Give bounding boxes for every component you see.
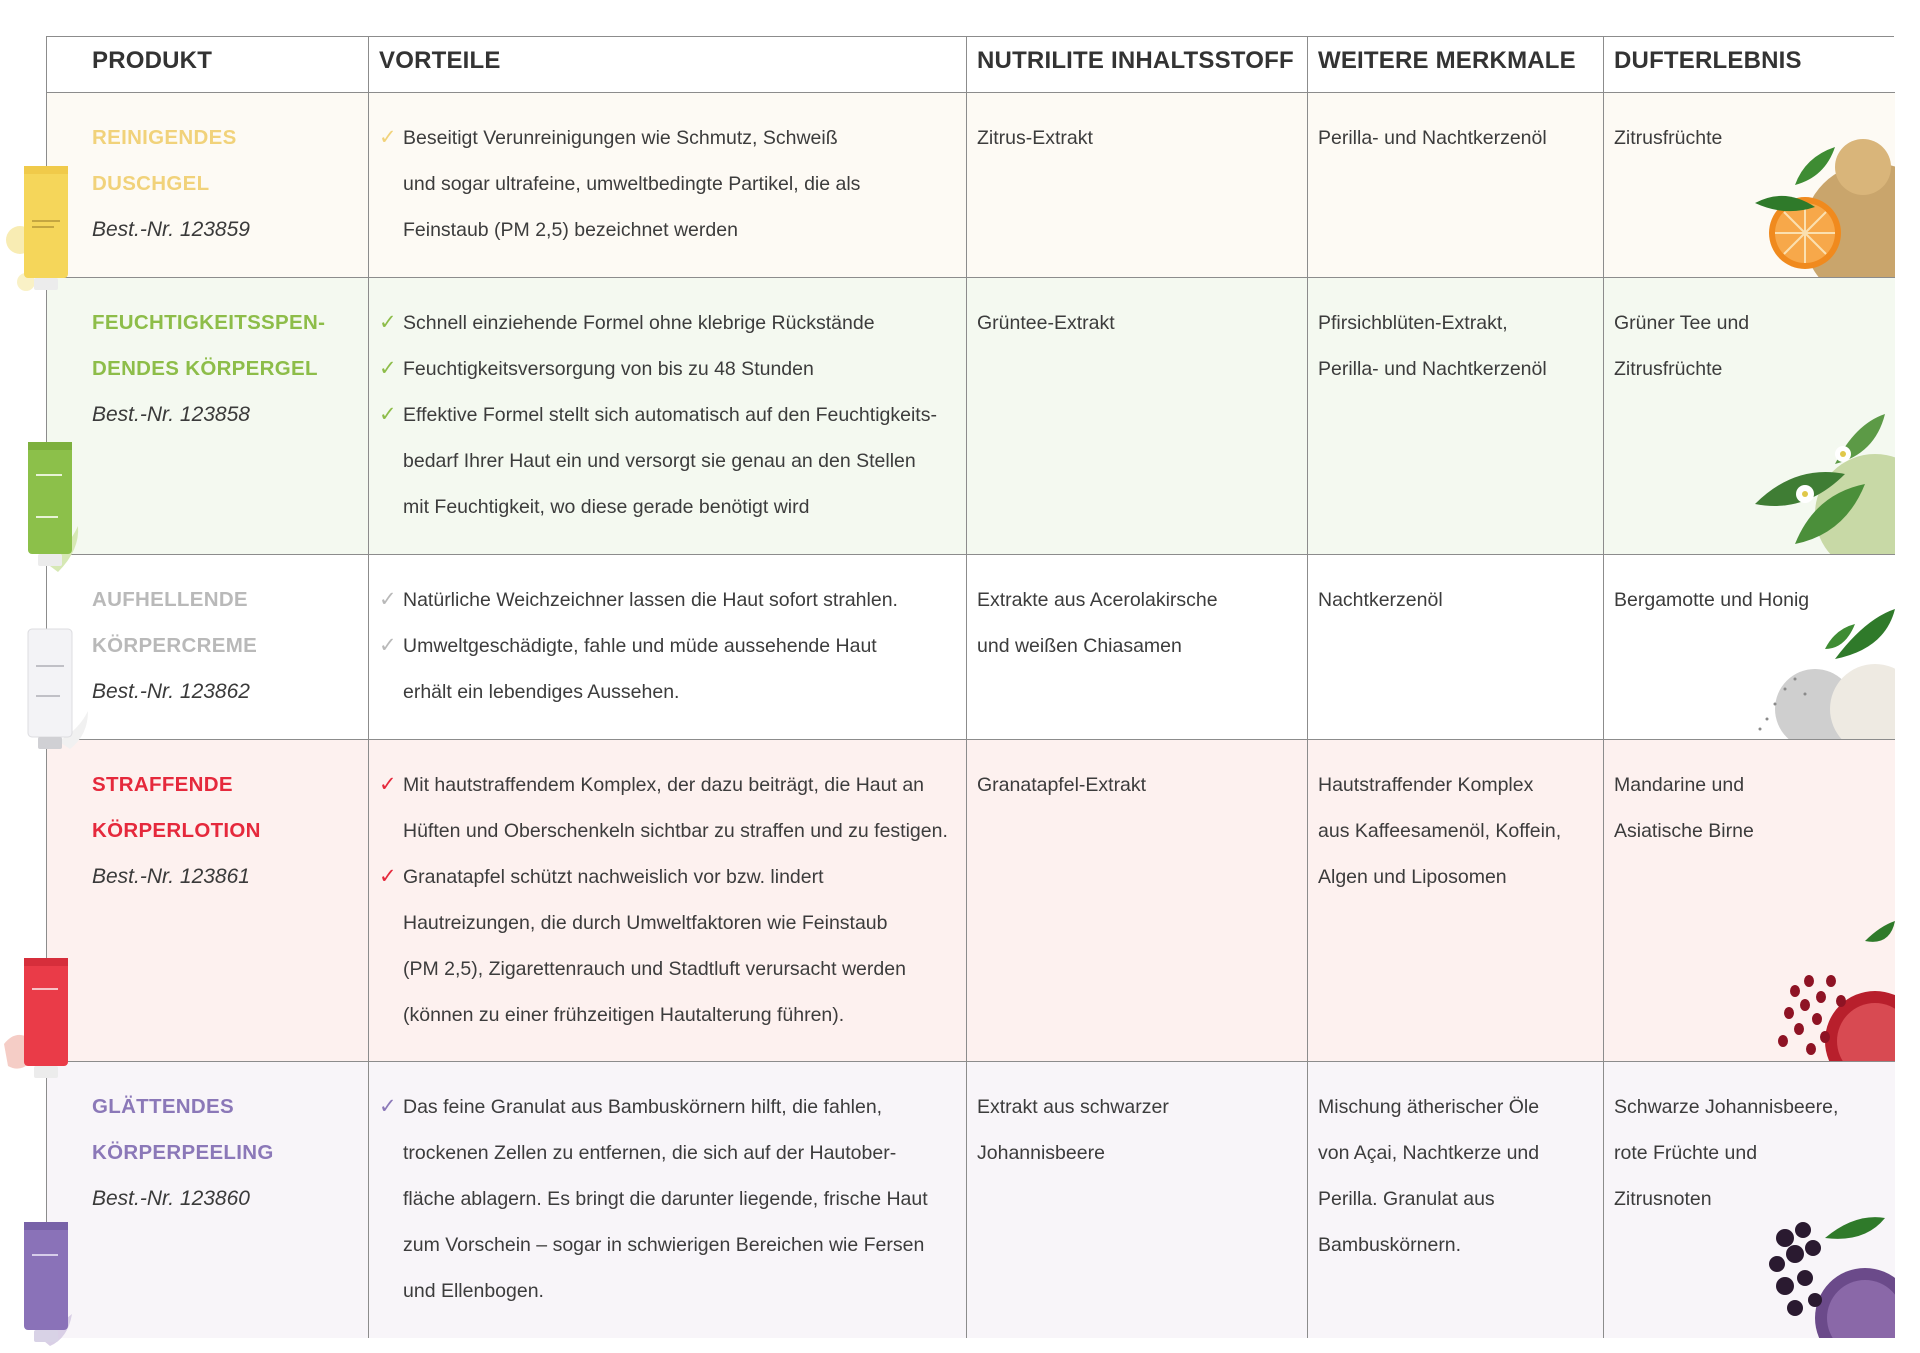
product-name: STRAFFENDE — [92, 773, 233, 796]
check-icon: ✓ — [379, 865, 397, 888]
benefit-line: Natürliche Weichzeichner lassen die Haut sofort strahlen. — [403, 589, 898, 611]
benefits-cell — [369, 93, 967, 278]
benefit-line: Hüften und Oberschenkeln sichtbar zu straffen und zu festigen. — [403, 820, 948, 842]
features-cell — [1308, 278, 1604, 555]
order-number: Best.-Nr. 123861 — [92, 865, 250, 888]
benefit-line: Granatapfel schützt nachweislich vor bzw. lindert — [403, 866, 824, 888]
feature-line: Nachtkerzenöl — [1318, 589, 1443, 611]
benefit-line: zum Vorschein – sogar in schwierigen Bereichen wie Fersen — [403, 1234, 925, 1256]
features-cell — [1308, 555, 1604, 740]
feature-line: Bambuskörnern. — [1318, 1234, 1462, 1256]
benefit-line: trockenen Zellen zu entfernen, die sich auf der Hautober- — [403, 1142, 897, 1164]
feature-line: Perilla. Granulat aus — [1318, 1188, 1495, 1210]
scent-line: Zitrusfrüchte — [1614, 358, 1723, 380]
check-icon: ✓ — [379, 126, 397, 149]
white-tube-icon — [10, 625, 90, 755]
chia-seeds-icon — [1745, 609, 1895, 739]
benefit-item — [379, 392, 956, 530]
ingredient-line: Extrakte aus Acerolakirsche — [977, 589, 1218, 611]
scent-line: Asiatische Birne — [1614, 820, 1754, 842]
product-name: GLÄTTENDES — [92, 1095, 234, 1118]
product-name: KÖRPERCREME — [92, 634, 258, 657]
scent-line: Zitrusfrüchte — [1614, 127, 1723, 149]
order-number: Best.-Nr. 123860 — [92, 1187, 250, 1210]
product-cell — [47, 555, 369, 740]
ingredient-line: Extrakt aus schwarzer — [977, 1096, 1169, 1118]
features-cell — [1308, 1062, 1604, 1338]
benefit-line: und Ellenbogen. — [403, 1280, 544, 1302]
benefit-item — [379, 854, 956, 1038]
orange-slice-icon — [1745, 137, 1895, 277]
scent-cell — [1604, 1062, 1895, 1338]
benefit-line: Effektive Formel stellt sich automatisch auf den Feuchtigkeits- — [403, 404, 937, 426]
feature-line: Hautstraffender Komplex — [1318, 774, 1534, 796]
feature-line: aus Kaffeesamenöl, Koffein, — [1318, 820, 1562, 842]
scent-line: Grüner Tee und — [1614, 312, 1750, 334]
scent-cell — [1604, 278, 1895, 555]
check-icon: ✓ — [379, 311, 397, 334]
feature-line: Perilla- und Nachtkerzenöl — [1318, 358, 1547, 380]
purple-tube-icon — [8, 1218, 78, 1348]
product-cell — [47, 1062, 369, 1338]
scent-cell — [1604, 740, 1895, 1062]
blackcurrant-icon — [1755, 1208, 1895, 1338]
benefit-line: Das feine Granulat aus Bambuskörnern hilft, die fahlen, — [403, 1096, 883, 1118]
ingredient-line: Granatapfel-Extrakt — [977, 774, 1147, 796]
header-dufterlebnis: DUFTERLEBNIS — [1604, 37, 1895, 93]
feature-line: Pfirsichblüten-Extrakt, — [1318, 312, 1508, 334]
ingredient-cell — [967, 1062, 1308, 1338]
benefit-line: fläche ablagern. Es bringt die darunter liegende, frische Haut — [403, 1188, 928, 1210]
benefit-line: bedarf Ihrer Haut ein und versorgt sie genau an den Stellen — [403, 450, 916, 472]
ingredient-cell — [967, 93, 1308, 278]
red-tube-icon — [0, 954, 78, 1084]
scent-line: Mandarine und — [1614, 774, 1745, 796]
benefit-line: Mit hautstraffendem Komplex, der dazu beiträgt, die Haut an — [403, 774, 925, 796]
product-cell — [47, 93, 369, 278]
benefit-item — [379, 346, 956, 392]
scent-line: rote Früchte und — [1614, 1142, 1758, 1164]
ingredient-cell — [967, 555, 1308, 740]
benefit-line: Beseitigt Verunreinigungen wie Schmutz, Schweiß — [403, 127, 838, 149]
header-produkt: PRODUKT — [47, 37, 369, 93]
feature-line: von Açai, Nachtkerze und — [1318, 1142, 1540, 1164]
product-name: DENDES KÖRPERGEL — [92, 357, 318, 380]
features-cell — [1308, 740, 1604, 1062]
benefit-line: Schnell einziehende Formel ohne klebrige Rückstände — [403, 312, 875, 334]
check-icon: ✓ — [379, 1095, 397, 1118]
benefit-line: Feuchtigkeitsversorgung von bis zu 48 Stunden — [403, 358, 814, 380]
check-icon: ✓ — [379, 357, 397, 380]
benefit-line: Feinstaub (PM 2,5) bezeichnet werden — [403, 219, 738, 241]
benefits-cell — [369, 555, 967, 740]
pomegranate-seeds-icon — [1765, 921, 1895, 1061]
header-merkmale: WEITERE MERKMALE — [1308, 37, 1604, 93]
product-name: KÖRPERPEELING — [92, 1141, 274, 1164]
order-number: Best.-Nr. 123858 — [92, 403, 250, 426]
product-name: REINIGENDES — [92, 126, 237, 149]
benefit-line: mit Feuchtigkeit, wo diese gerade benötigt wird — [403, 496, 810, 518]
benefit-line: erhält ein lebendiges Aussehen. — [403, 681, 680, 703]
ingredient-cell — [967, 278, 1308, 555]
green-tube-icon — [6, 438, 82, 578]
product-name: FEUCHTIGKEITSSPEN- — [92, 311, 326, 334]
ingredient-line: Grüntee-Extrakt — [977, 312, 1115, 334]
feature-line: Mischung ätherischer Öle — [1318, 1096, 1540, 1118]
product-cell — [47, 740, 369, 1062]
product-table — [46, 36, 1894, 1337]
benefit-item — [379, 1084, 956, 1314]
benefit-line: (PM 2,5), Zigarettenrauch und Stadtluft verursacht werden — [403, 958, 906, 980]
features-cell — [1308, 93, 1604, 278]
benefit-line: Umweltgeschädigte, fahle und müde aussehende Haut — [403, 635, 877, 657]
header-vorteile: VORTEILE — [369, 37, 967, 93]
product-name: KÖRPERLOTION — [92, 819, 261, 842]
scent-line: Schwarze Johannisbeere, — [1614, 1096, 1839, 1118]
benefit-item — [379, 762, 956, 854]
ingredient-cell — [967, 740, 1308, 1062]
check-icon: ✓ — [379, 403, 397, 426]
ingredient-line: Johannisbeere — [977, 1142, 1105, 1164]
yellow-tube-icon — [6, 160, 76, 295]
header-inhaltsstoff: NUTRILITE INHALTSSTOFF — [967, 37, 1308, 93]
check-icon: ✓ — [379, 634, 397, 657]
benefits-cell — [369, 1062, 967, 1338]
product-name: AUFHELLENDE — [92, 588, 248, 611]
scent-cell — [1604, 555, 1895, 740]
check-icon: ✓ — [379, 773, 397, 796]
benefit-item — [379, 623, 956, 715]
scent-cell — [1604, 93, 1895, 278]
ingredient-line: Zitrus-Extrakt — [977, 127, 1093, 149]
feature-line: Perilla- und Nachtkerzenöl — [1318, 127, 1547, 149]
ingredient-line: und weißen Chiasamen — [977, 635, 1182, 657]
benefits-cell — [369, 740, 967, 1062]
product-cell — [47, 278, 369, 555]
benefit-item — [379, 115, 956, 253]
benefit-line: Hautreizungen, die durch Umweltfaktoren wie Feinstaub — [403, 912, 888, 934]
scent-line: Bergamotte und Honig — [1614, 589, 1810, 611]
order-number: Best.-Nr. 123862 — [92, 680, 250, 703]
benefit-line: (können zu einer frühzeitigen Hautalterung führen). — [403, 1004, 845, 1026]
feature-line: Algen und Liposomen — [1318, 866, 1507, 888]
benefits-cell — [369, 278, 967, 555]
check-icon: ✓ — [379, 588, 397, 611]
benefit-line: und sogar ultrafeine, umweltbedingte Partikel, die als — [403, 173, 861, 195]
order-number: Best.-Nr. 123859 — [92, 218, 250, 241]
product-name: DUSCHGEL — [92, 172, 210, 195]
benefit-item — [379, 300, 956, 346]
benefit-item — [379, 577, 956, 623]
scent-line: Zitrusnoten — [1614, 1188, 1712, 1210]
green-tea-leaves-icon — [1735, 404, 1895, 554]
